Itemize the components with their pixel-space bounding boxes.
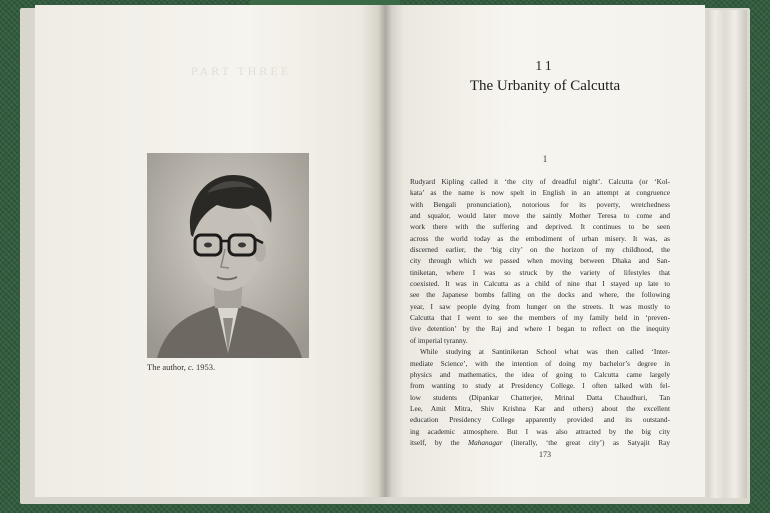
chapter-number: 11: [535, 59, 555, 74]
line-text-before: itself, by the: [410, 437, 468, 447]
text-line: education Presidency College apparently provided and its outstand-: [410, 415, 670, 425]
text-line: city through which we passed when moving between Dhaka and San-: [410, 256, 670, 266]
caption-year: 1953.: [193, 362, 216, 372]
text-line: low students (Dipankar Chatterjee, Mrinal Datta Chaudhuri, Tan: [410, 392, 670, 402]
text-line: Rudyard Kipling called it ‘the city of dreadful night’. Calcutta (or ‘Kol-: [410, 177, 670, 186]
section-number: 1: [542, 154, 548, 164]
text-line: ing academic atmosphere. But I was also attracted by the big city: [410, 426, 670, 436]
text-line: from wanting to study at Presidency College. I often talked with fel-: [410, 381, 670, 391]
chapter-title: The Urbanity of Calcutta: [469, 78, 621, 94]
show-through-heading: PART THREE: [190, 64, 292, 78]
text-line: physics and mathematics, the idea of going to Calcutta came largely: [410, 369, 670, 379]
text-line: across the world today as the embodiment of urban misery. It was, as: [410, 233, 670, 243]
photo-caption: [147, 362, 215, 372]
text-line: and squalor, would later move the saintly Mother Teresa to come and: [410, 211, 670, 221]
text-line: discerned earlier, the ‘big city’ on the horizon of my childhood, the: [410, 245, 670, 255]
line-italic-title: Mahanagar: [468, 437, 503, 447]
author-portrait-image: [147, 153, 309, 358]
paragraph-2: [410, 346, 670, 448]
text-line: kata’ as the name is now spelt in English in an attempt at congruence: [410, 188, 670, 198]
text-line: mediate Science’, with the intention of doing my bachelor’s degree in: [410, 358, 670, 368]
caption-circa: c.: [187, 362, 194, 372]
caption-prefix: The author,: [147, 362, 188, 372]
text-line: with Bengali pronunciation), notorious for its poverty, wretchedness: [410, 199, 670, 209]
text-line: work there with the suffering and deprived. It continues to be seen: [410, 222, 670, 232]
text-line: Calcutta that I went to see the members of my family held in ‘preven-: [410, 313, 670, 323]
text-line: of imperial tyranny.: [410, 335, 468, 345]
text-line: coexisted. It was in Calcutta as a child of nine that I stayed up late to: [410, 279, 670, 289]
right-page-edges: [707, 10, 747, 498]
text-line: Lee, Amit Mitra, Shiv Krishna Kar and others) about the excellent: [410, 403, 670, 413]
text-line: While studying at Santiniketan School what was then called ‘Inter-: [420, 347, 670, 357]
text-line: see the Japanese bombs falling on the docks and where, the following: [410, 290, 670, 300]
paragraph-1: [410, 176, 670, 346]
page-number: 173: [539, 450, 551, 459]
chapter-body-text: [410, 176, 670, 448]
line-text-after: (literally, ‘the great city’) as Satyajit Ray: [502, 437, 670, 447]
text-line-mixed: [410, 437, 670, 448]
text-line: tive detention’ by the Raj and where I began to reflect on the inequity: [410, 324, 670, 334]
author-photo: [147, 153, 309, 358]
text-line: tiniketan, where I was so struck by the variety of lifestyles that: [410, 267, 670, 277]
text-line: year, I saw people dying from hunger on the streets. It was mostly to: [410, 301, 670, 311]
